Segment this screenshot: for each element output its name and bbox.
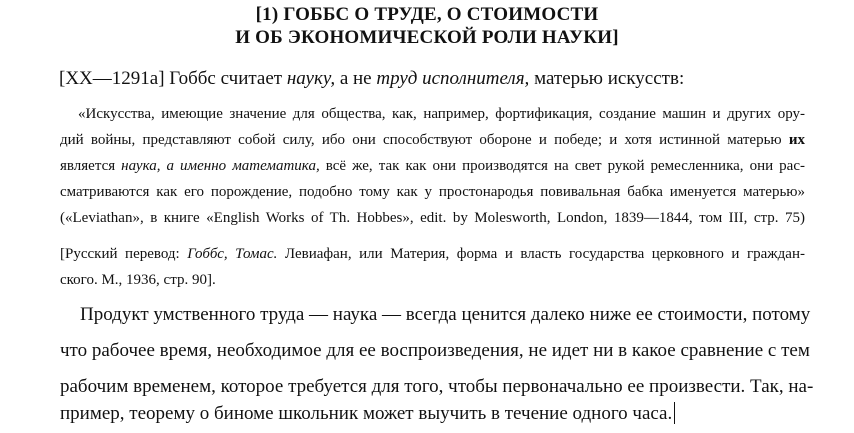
quote-line-6-italic: Гоббс, Томас. [187, 246, 278, 262]
intro-italic-1: науку, [286, 68, 336, 89]
body-line-4 [60, 402, 806, 426]
body-line-1: Продукт умственного труда — наука — всегда ценится далеко ниже ее стоимости, потому [80, 304, 811, 325]
quote-line-3-text-c: всё же, так как они производятся на свет рукой ремесленника, они рас- [319, 158, 805, 174]
text-cursor [674, 402, 675, 424]
quote-line-7: ского. М., 1936, стр. 90]. [60, 272, 216, 288]
quote-line-3-italic: наука, а именно математика, [121, 158, 320, 174]
quote-line-2-bold: их [788, 132, 805, 148]
body-line-2: что рабочее время, необходимое для ее воспроизведения, не идет ни в какое сравнение с тем [60, 340, 810, 361]
quote-line-3-text-a: является [60, 158, 122, 174]
intro-text-1: Гоббс считает [164, 68, 287, 89]
quote-line-1: «Искусства, имеющие значение для общества, как, например, фортификация, создание машин и других ору- [78, 106, 805, 122]
quote-line-2-text: дий войны, представляют собой силу, ибо они способствуют обороне и победе; и хотя истинной матерью [60, 132, 789, 148]
quote-line-4: сматриваются как его порождение, подобно тому как у простонародья повивальная бабка именуется матерью» [60, 184, 805, 200]
body-line-4-text: пример, теорему о биноме школьник может выучить в течение одного часа. [60, 403, 673, 424]
quote-line-3 [60, 156, 805, 176]
manuscript-reference: [XX—1291a] [59, 68, 165, 89]
quote-line-6-text-a: [Русский перевод: [60, 246, 188, 262]
body-line-3: рабочим временем, которое требуется для того, чтобы первоначально ее произвести. Так, на- [60, 376, 814, 397]
heading-line-2: И ОБ ЭКОНОМИЧЕСКОЙ РОЛИ НАУКИ] [235, 27, 619, 48]
intro-paragraph [59, 67, 684, 91]
intro-italic-2: труд исполнителя, [376, 68, 530, 89]
intro-text-3: матерью искусств: [529, 68, 685, 89]
quote-line-6-text-c: Левиафан, или Материя, форма и власть государства церковного и граждан- [277, 246, 805, 262]
quote-line-2 [60, 130, 805, 150]
quote-line-5: («Leviathan», в книге «English Works of Th. Hobbes», edit. by Molesworth, London, 1839—1844, том III, стр. 75) [60, 210, 805, 226]
heading-line-1: [1) ГОББС О ТРУДЕ, О СТОИМОСТИ [255, 4, 599, 25]
intro-text-2: а не [335, 68, 377, 89]
quote-line-6 [60, 244, 805, 264]
